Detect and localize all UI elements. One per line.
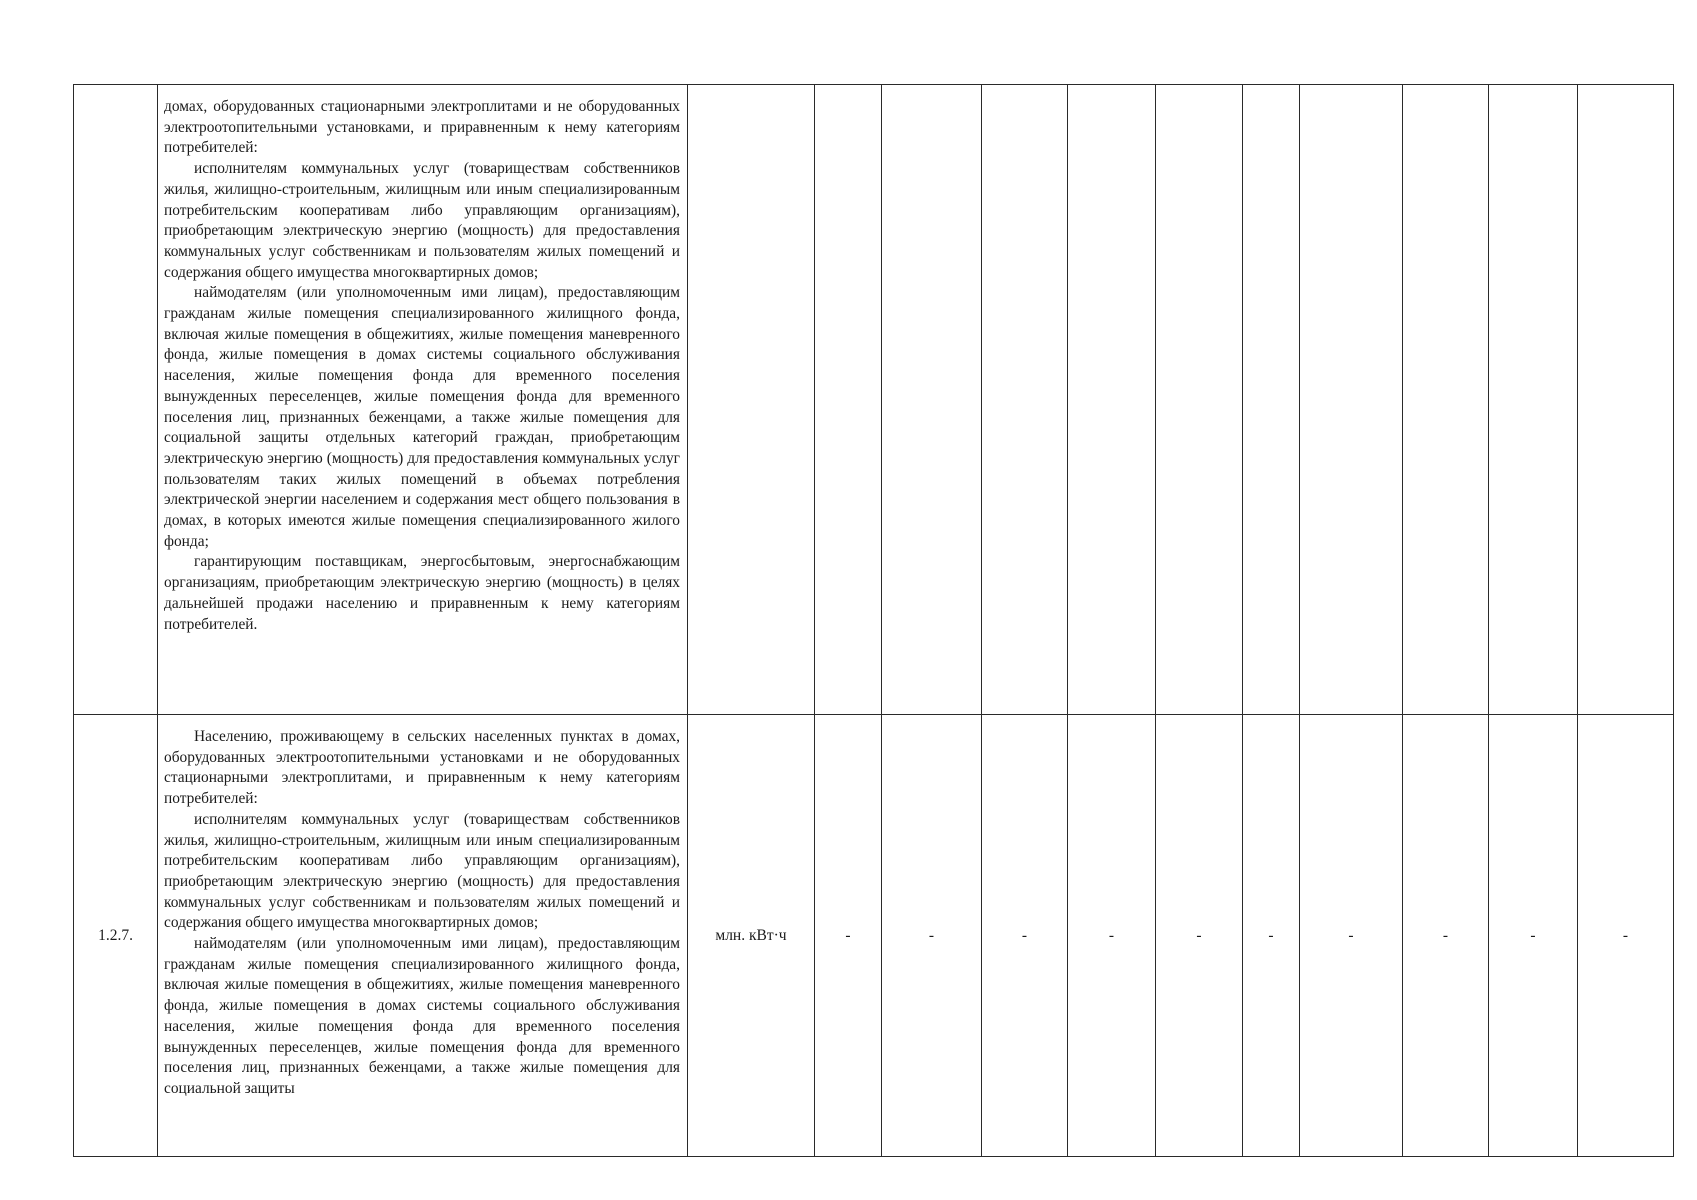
tariff-table <box>73 84 1674 1157</box>
value-cell: - <box>1578 715 1674 1157</box>
row-number-cell: 1.2.7. <box>74 715 158 1157</box>
description-paragraph: домах, оборудованных стационарными электроплитами и не оборудованных электроотопительными установками, и приравненным к нему категориям потребителей: <box>164 98 680 157</box>
description-paragraph: наймодателям (или уполномоченным ими лицам), предоставляющим гражданам жилые помещения специализированного жилищного фонда, включая жилые помещения в общежитиях, жилые помещения маневренного фонда, жилые помещения в домах системы социального обслуживания населения, жилые помещения фонда для временного поселения вынужденных переселенцев, жилые помещения фонда для временного поселения лиц, признанных беженцами, а также жилые помещения для социальной защиты <box>164 935 680 1097</box>
value-cell <box>982 85 1068 715</box>
unit-cell: млн. кВт·ч <box>688 715 815 1157</box>
table-row <box>74 715 1674 1157</box>
unit-cell <box>688 85 815 715</box>
value-cell: - <box>1489 715 1578 1157</box>
description-cell <box>158 715 688 1157</box>
value-cell <box>1300 85 1403 715</box>
value-cell <box>1489 85 1578 715</box>
description-paragraph: исполнителям коммунальных услуг (товариществам собственников жилья, жилищно-строительным, жилищным или иным специализированным потребительским кооперативам либо управляющим организациям), приобретающим электрическую энергию (мощность) для предоставления коммунальных услуг собственникам и пользователям жилых помещений и содержания общего имущества многоквартирных домов; <box>164 810 680 932</box>
table-row <box>74 85 1674 715</box>
description-paragraph: исполнителям коммунальных услуг (товариществам собственников жилья, жилищно-строительным, жилищным или иным специализированным потребительским кооперативам либо управляющим организациям), приобретающим электрическую энергию (мощность) для предоставления коммунальных услуг собственникам и пользователям жилых помещений и содержания общего имущества многоквартирных домов; <box>164 160 680 281</box>
row-number-cell <box>74 85 158 715</box>
description-paragraph: наймодателям (или уполномоченным ими лицам), предоставляющим гражданам жилые помещения специализированного жилищного фонда, включая жилые помещения в общежитиях, жилые помещения маневренного фонда, жилые помещения в домах системы социального обслуживания населения, жилые помещения фонда для временного поселения вынужденных переселенцев, жилые помещения фонда для временного поселения лиц, признанных беженцами, а также жилые помещения для социальной защиты отдельных категорий граждан, приобретающим электрическую энергию (мощность) для предоставления коммунальных услуг пользователям таких жилых помещений в объемах потребления электрической энергии населением и содержания мест общего пользования в домах, в которых имеются жилые помещения специализированного жилого фонда; <box>164 284 680 550</box>
value-cell: - <box>1403 715 1489 1157</box>
value-cell: - <box>1156 715 1243 1157</box>
description-paragraph: гарантирующим поставщикам, энергосбытовым, энергоснабжающим организациям, приобретающим электрическую энергию (мощность) в целях дальнейшей продажи населению и приравненным к нему категориям потребителей. <box>164 553 680 633</box>
value-cell <box>1243 85 1300 715</box>
value-cell: - <box>815 715 882 1157</box>
description-paragraph: Населению, проживающему в сельских населенных пунктах в домах, оборудованных электроотопительными установками и не оборудованных стационарными электроплитами, и приравненным к нему категориям потребителей: <box>164 728 680 808</box>
value-cell <box>882 85 982 715</box>
value-cell <box>815 85 882 715</box>
value-cell: - <box>982 715 1068 1157</box>
value-cell <box>1156 85 1243 715</box>
value-cell <box>1403 85 1489 715</box>
document-table-container <box>73 84 1673 1156</box>
value-cell: - <box>1300 715 1403 1157</box>
value-cell <box>1578 85 1674 715</box>
value-cell: - <box>1243 715 1300 1157</box>
value-cell: - <box>1068 715 1156 1157</box>
value-cell: - <box>882 715 982 1157</box>
description-cell <box>158 85 688 715</box>
value-cell <box>1068 85 1156 715</box>
